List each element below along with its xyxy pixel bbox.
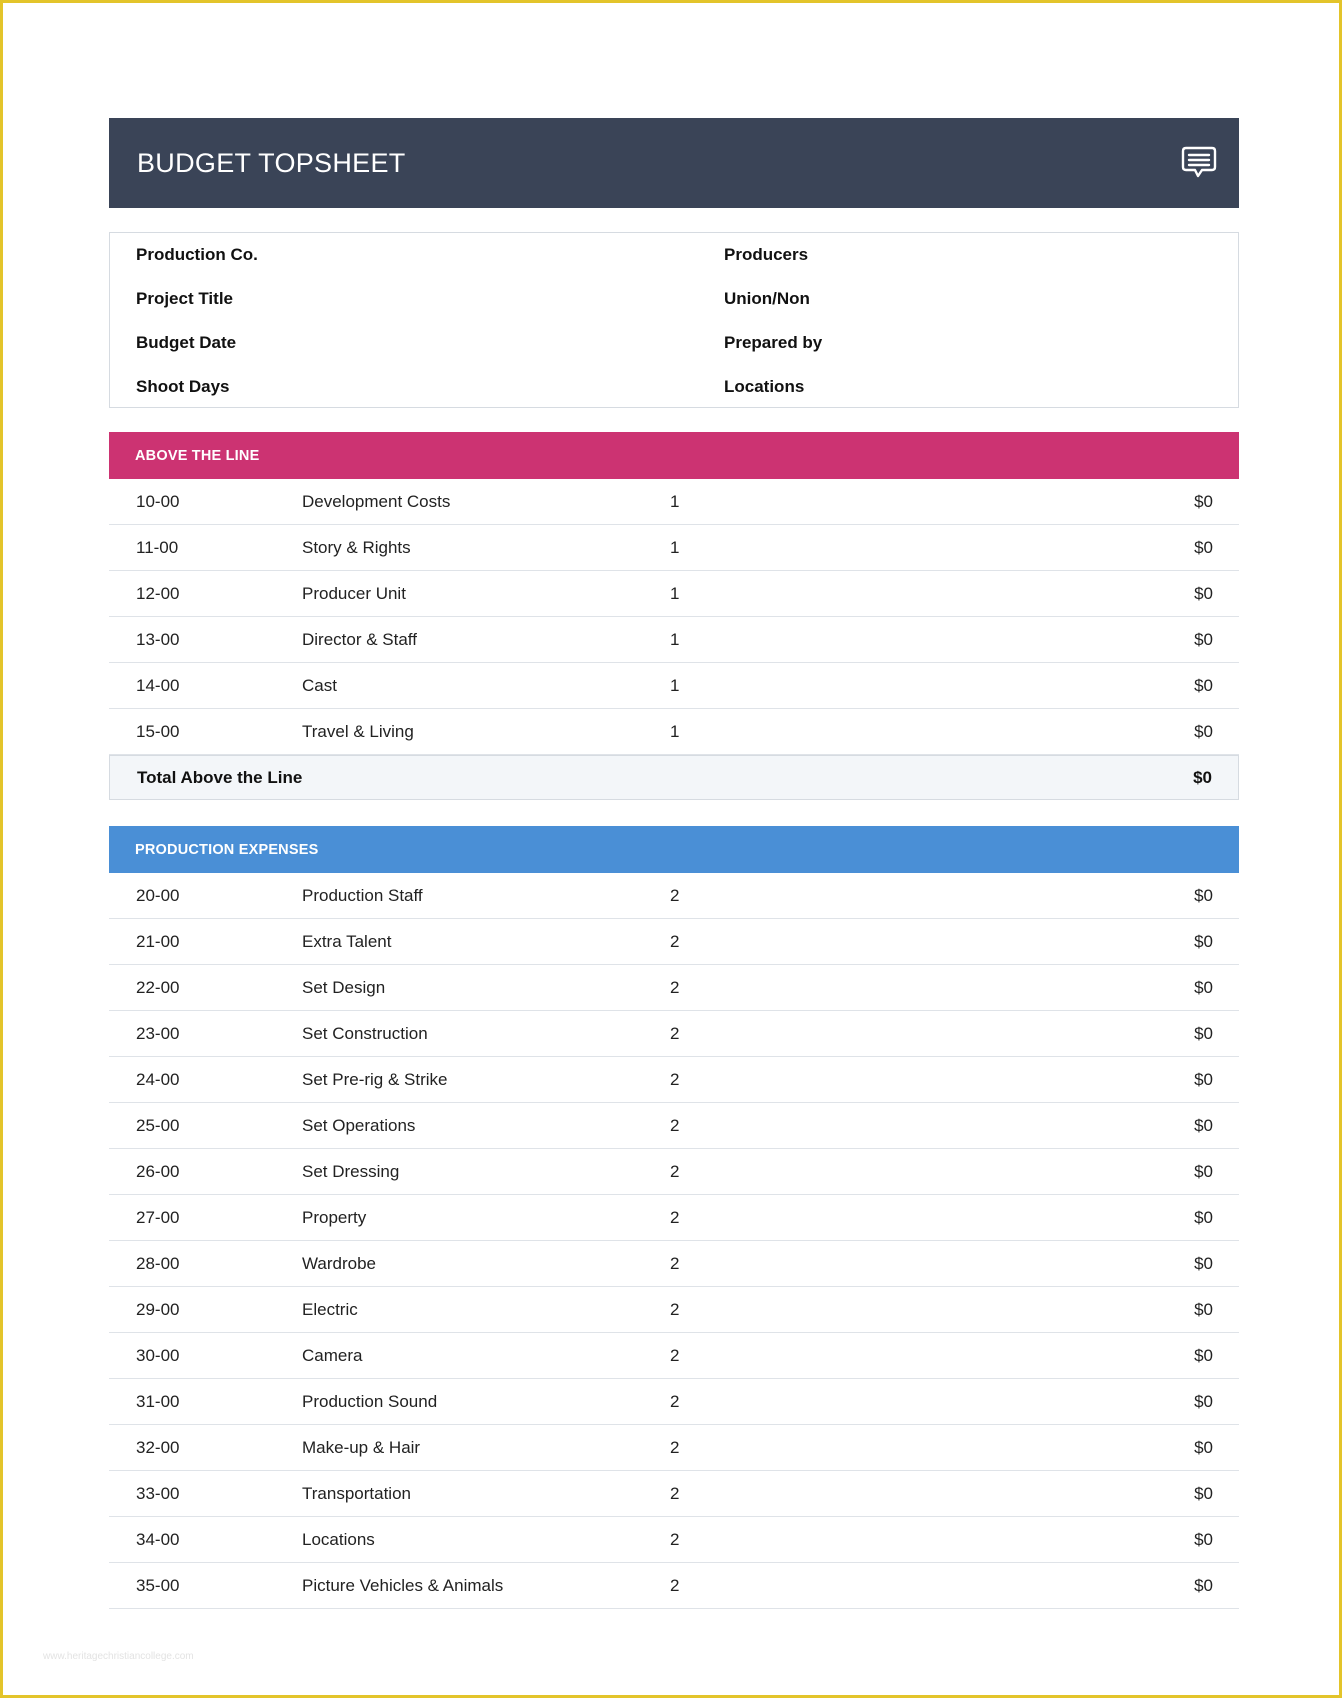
line-description: Set Design (302, 977, 386, 997)
line-description: Wardrobe (302, 1253, 377, 1273)
line-quantity: 2 (670, 1207, 680, 1227)
line-amount: $0 (1194, 1161, 1213, 1181)
line-amount: $0 (1194, 1529, 1213, 1549)
info-label-shoot-days: Shoot Days (136, 377, 230, 396)
line-amount: $0 (1194, 491, 1213, 511)
line-quantity: 2 (670, 1391, 680, 1411)
line-code: 14-00 (136, 675, 180, 695)
line-quantity: 1 (670, 491, 680, 511)
line-code: 23-00 (136, 1023, 180, 1043)
table-row (109, 1241, 1239, 1287)
info-label-production-co: Production Co. (136, 245, 258, 264)
line-description: Set Construction (302, 1023, 428, 1043)
line-code: 11-00 (136, 537, 179, 557)
line-description: Development Costs (302, 491, 451, 511)
table-row (109, 1195, 1239, 1241)
total-above-the-line-row (109, 755, 1239, 800)
line-description: Cast (302, 675, 337, 695)
table-row (109, 1333, 1239, 1379)
table-row (109, 1287, 1239, 1333)
line-quantity: 2 (670, 1253, 680, 1273)
info-label-prepared-by: Prepared by (724, 333, 823, 352)
line-amount: $0 (1194, 977, 1213, 997)
table-row (109, 1149, 1239, 1195)
line-quantity: 2 (670, 1529, 680, 1549)
line-code: 29-00 (136, 1299, 180, 1319)
line-quantity: 2 (670, 1299, 680, 1319)
line-amount: $0 (1194, 1483, 1213, 1503)
line-amount: $0 (1194, 1299, 1213, 1319)
line-amount: $0 (1194, 1207, 1213, 1227)
line-code: 21-00 (136, 931, 180, 951)
line-quantity: 2 (670, 931, 680, 951)
line-code: 10-00 (136, 491, 180, 511)
line-amount: $0 (1194, 537, 1213, 557)
line-quantity: 2 (670, 977, 680, 997)
table-row (109, 1563, 1239, 1609)
total-amount: $0 (1193, 767, 1212, 787)
table-row (109, 965, 1239, 1011)
section-heading: PRODUCTION EXPENSES (135, 841, 319, 858)
line-description: Production Staff (302, 885, 423, 905)
line-quantity: 1 (670, 537, 680, 557)
table-row (109, 873, 1239, 919)
line-amount: $0 (1194, 1023, 1213, 1043)
table-row (109, 1517, 1239, 1563)
line-quantity: 2 (670, 1115, 680, 1135)
line-code: 31-00 (136, 1391, 180, 1411)
line-code: 32-00 (136, 1437, 180, 1457)
table-row (109, 663, 1239, 709)
line-amount: $0 (1194, 1575, 1213, 1595)
line-code: 26-00 (136, 1161, 180, 1181)
production-expenses-header (109, 826, 1239, 873)
info-label-producers: Producers (724, 245, 809, 264)
speech-bubble-icon (1181, 144, 1217, 180)
line-code: 22-00 (136, 977, 180, 997)
line-description: Director & Staff (302, 629, 417, 649)
line-code: 20-00 (136, 885, 180, 905)
line-quantity: 2 (670, 1345, 680, 1365)
line-description: Extra Talent (302, 931, 392, 951)
line-quantity: 2 (670, 1575, 680, 1595)
line-code: 33-00 (136, 1483, 180, 1503)
line-quantity: 2 (670, 1437, 680, 1457)
line-quantity: 1 (670, 583, 680, 603)
line-description: Electric (302, 1299, 358, 1319)
table-row (109, 1057, 1239, 1103)
line-quantity: 2 (670, 1161, 680, 1181)
table-row (109, 1379, 1239, 1425)
section-heading: ABOVE THE LINE (135, 447, 260, 464)
line-quantity: 2 (670, 1483, 680, 1503)
line-code: 24-00 (136, 1069, 180, 1089)
line-amount: $0 (1194, 1391, 1213, 1411)
line-amount: $0 (1194, 885, 1213, 905)
table-row (109, 479, 1239, 525)
line-description: Travel & Living (302, 721, 414, 741)
line-code: 30-00 (136, 1345, 180, 1365)
line-description: Transportation (302, 1483, 411, 1503)
page-title: BUDGET TOPSHEET (137, 147, 406, 178)
line-quantity: 1 (670, 675, 680, 695)
production-expenses-rows (109, 873, 1239, 1609)
table-row (109, 1103, 1239, 1149)
line-quantity: 1 (670, 721, 680, 741)
watermark: www.heritagechristiancollege.com (43, 1651, 194, 1662)
line-description: Locations (302, 1529, 375, 1549)
table-row (109, 1471, 1239, 1517)
line-code: 27-00 (136, 1207, 180, 1227)
line-quantity: 2 (670, 1069, 680, 1089)
line-amount: $0 (1194, 1253, 1213, 1273)
table-row (109, 571, 1239, 617)
line-code: 13-00 (136, 629, 180, 649)
info-label-union: Union/Non (724, 289, 810, 308)
line-quantity: 1 (670, 629, 680, 649)
line-description: Set Dressing (302, 1161, 400, 1181)
info-label-project-title: Project Title (136, 289, 233, 308)
line-description: Set Operations (302, 1115, 416, 1135)
table-row (109, 617, 1239, 663)
line-amount: $0 (1194, 583, 1213, 603)
above-the-line-rows (109, 479, 1239, 755)
line-description: Producer Unit (302, 583, 406, 603)
line-code: 15-00 (136, 721, 180, 741)
line-description: Make-up & Hair (302, 1437, 421, 1457)
line-code: 12-00 (136, 583, 180, 603)
table-row (109, 525, 1239, 571)
budget-sheet (109, 118, 1239, 1609)
table-row (109, 1011, 1239, 1057)
line-amount: $0 (1194, 721, 1213, 741)
line-description: Camera (302, 1345, 363, 1365)
title-bar (109, 118, 1239, 208)
line-amount: $0 (1194, 675, 1213, 695)
line-code: 35-00 (136, 1575, 180, 1595)
line-code: 34-00 (136, 1529, 180, 1549)
table-row (109, 709, 1239, 755)
info-label-budget-date: Budget Date (136, 333, 237, 352)
line-description: Story & Rights (302, 537, 411, 557)
line-description: Production Sound (302, 1391, 438, 1411)
project-info-box (109, 232, 1239, 408)
table-row (109, 1425, 1239, 1471)
line-description: Picture Vehicles & Animals (302, 1575, 504, 1595)
above-the-line-header (109, 432, 1239, 479)
line-amount: $0 (1194, 1437, 1213, 1457)
line-quantity: 2 (670, 1023, 680, 1043)
line-quantity: 2 (670, 885, 680, 905)
line-amount: $0 (1194, 1069, 1213, 1089)
line-amount: $0 (1194, 1345, 1213, 1365)
line-description: Property (302, 1207, 367, 1227)
line-amount: $0 (1194, 1115, 1213, 1135)
line-code: 28-00 (136, 1253, 180, 1273)
total-label: Total Above the Line (137, 767, 303, 787)
line-description: Set Pre-rig & Strike (302, 1069, 448, 1089)
table-row (109, 919, 1239, 965)
info-label-locations: Locations (724, 377, 805, 396)
line-code: 25-00 (136, 1115, 180, 1135)
line-amount: $0 (1194, 931, 1213, 951)
line-amount: $0 (1194, 629, 1213, 649)
